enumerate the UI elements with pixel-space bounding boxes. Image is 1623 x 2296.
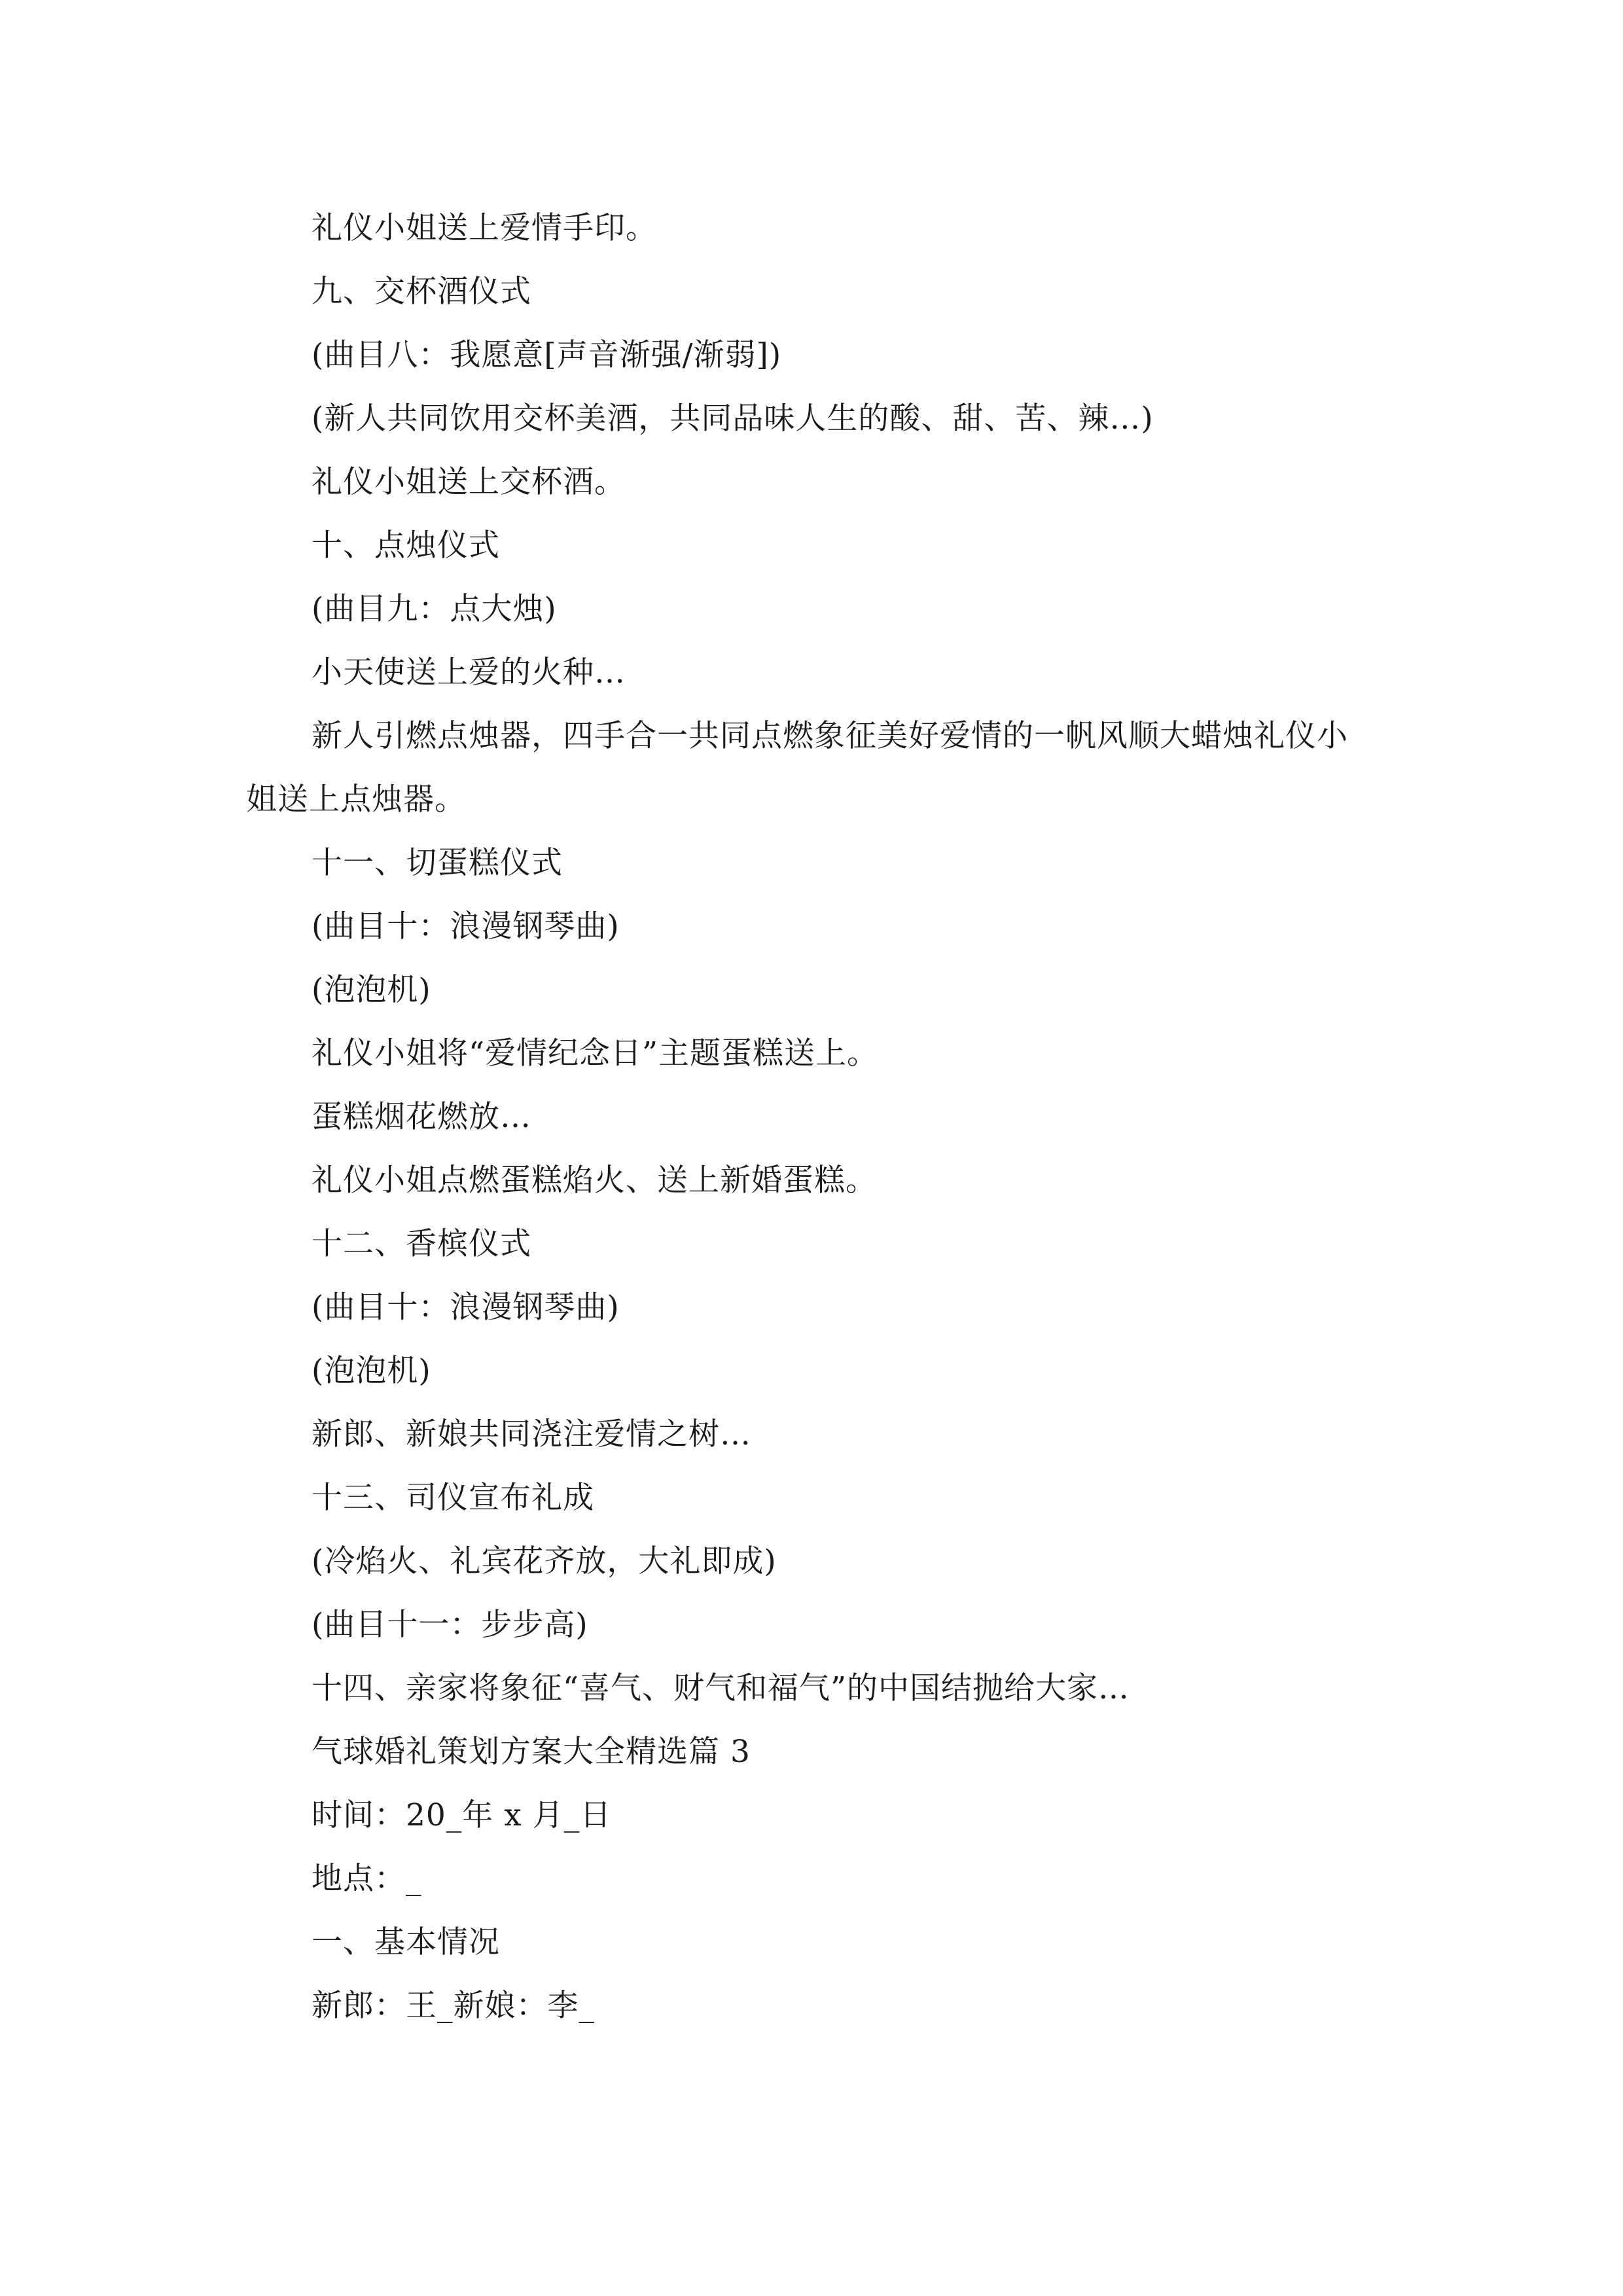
section-heading: 九、交杯酒仪式 — [312, 274, 531, 310]
section-heading: 十四、亲家将象征“喜气、财气和福气”的中国结抛给大家… — [312, 1670, 1130, 1706]
paragraph-line: 小天使送上爱的火种… — [312, 655, 626, 691]
paragraph-line: (泡泡机) — [312, 1353, 431, 1389]
section-heading: 十二、香槟仪式 — [312, 1226, 531, 1262]
paragraph-line: 礼仪小姐送上爱情手印。 — [312, 210, 657, 246]
paragraph-line: (曲目九：点大烛) — [312, 591, 557, 627]
section-heading: 十三、司仪宣布礼成 — [312, 1480, 594, 1516]
paragraph-line: 礼仪小姐送上交杯酒。 — [312, 464, 626, 500]
paragraph-line: 礼仪小姐点燃蛋糕焰火、送上新婚蛋糕。 — [312, 1162, 877, 1198]
chapter-title: 气球婚礼策划方案大全精选篇 3 — [312, 1734, 751, 1770]
paragraph-line: (曲目十：浪漫钢琴曲) — [312, 1289, 620, 1325]
document-body — [246, 196, 1385, 2037]
section-heading: 一、基本情况 — [312, 1924, 500, 1960]
paragraph-line: (曲目十一：步步高) — [312, 1607, 588, 1643]
paragraph-line: 时间：20_年 x 月_日 — [312, 1797, 612, 1833]
paragraph-line: (泡泡机) — [312, 972, 431, 1008]
paragraph-line: 地点：_ — [312, 1861, 422, 1897]
paragraph-line: 新郎、新娘共同浇注爱情之树… — [312, 1416, 751, 1452]
paragraph-line: 礼仪小姐将“爱情纪念日”主题蛋糕送上。 — [312, 1035, 879, 1071]
paragraph-line: (曲目八：我愿意[声音渐强/渐弱]) — [312, 337, 782, 373]
paragraph-line: (新人共同饮用交杯美酒，共同品味人生的酸、甜、苦、辣…) — [312, 401, 1154, 437]
paragraph-line-continued: 姐送上点烛器。 — [246, 781, 466, 817]
paragraph-line: (曲目十：浪漫钢琴曲) — [312, 908, 620, 944]
paragraph-line: 新人引燃点烛器，四手合一共同点燃象征美好爱情的一帆风顺大蜡烛礼仪小 — [312, 718, 1348, 754]
section-heading: 十、点烛仪式 — [312, 528, 500, 564]
paragraph-line: 蛋糕烟花燃放… — [312, 1099, 531, 1135]
section-heading: 十一、切蛋糕仪式 — [312, 845, 563, 881]
paragraph-line: (冷焰火、礼宾花齐放，大礼即成) — [312, 1543, 777, 1579]
paragraph-line: 新郎：王_新娘：李_ — [312, 1988, 595, 2024]
